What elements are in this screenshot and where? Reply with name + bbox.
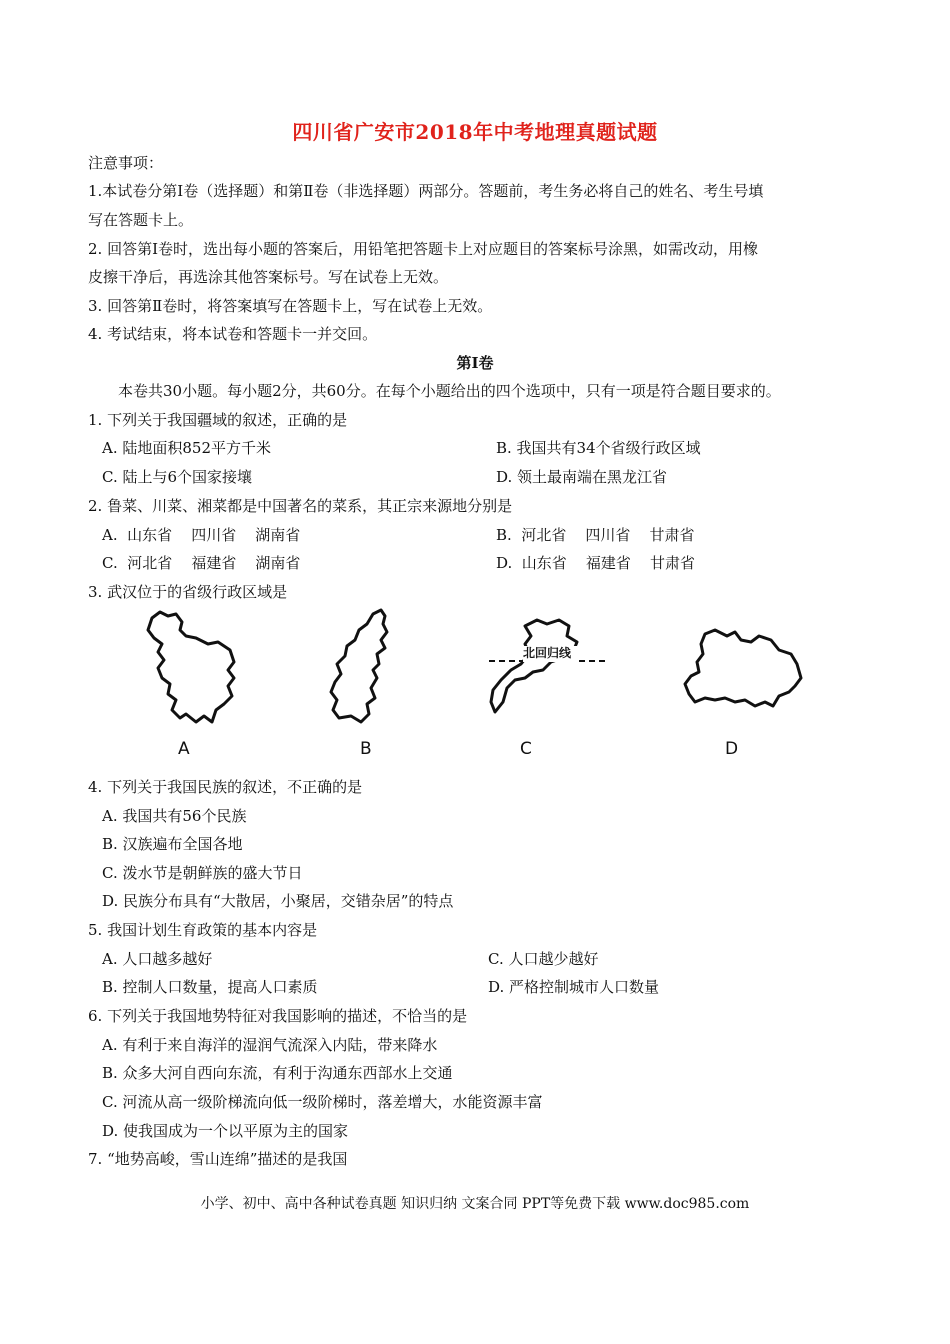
option-c: C. 人口越少越好 — [488, 950, 599, 968]
tropic-of-cancer-label: 北回归线 — [523, 646, 572, 660]
page-footer: 小学、初中、高中各种试卷真题 知识归纳 文案合同 PPT等免费下载 www.doc985.com — [200, 1196, 750, 1212]
option-c: C. 陆上与6个国家接壤 — [102, 468, 253, 486]
note-line: 4. 考试结束，将本试卷和答题卡一并交回。 — [88, 325, 378, 343]
question-stem: 4. 下列关于我国民族的叙述，不正确的是 — [88, 778, 363, 796]
note-line: 2. 回答第Ⅰ卷时，选出每小题的答案后，用铅笔把答题卡上对应题目的答案标号涂黑，如需改动，用橡 — [88, 240, 759, 258]
map-label-c: C — [520, 739, 532, 759]
option-b: B. 汉族遍布全国各地 — [102, 835, 243, 853]
option-c: C. 泼水节是朝鲜族的盛大节日 — [102, 864, 303, 882]
option-a: A. 山东省 四川省 湖南省 — [102, 526, 301, 544]
option-c: C. 河北省 福建省 湖南省 — [102, 554, 301, 572]
province-outline-c — [485, 606, 615, 759]
question-stem: 7. “地势高峻，雪山连绵”描述的是我国 — [88, 1150, 348, 1168]
note-line: 写在答题卡上。 — [88, 211, 194, 229]
notes-heading: 注意事项： — [88, 154, 164, 172]
option-d: D. 山东省 福建省 甘肃省 — [496, 554, 695, 572]
question-stem: 3. 武汉位于的省级行政区域是 — [88, 583, 288, 601]
province-outline-d — [675, 606, 815, 759]
option-b: B. 控制人口数量，提高人口素质 — [102, 978, 318, 996]
option-d: D. 领土最南端在黑龙江省 — [496, 468, 668, 486]
section-title: 第Ⅰ卷 — [456, 354, 494, 372]
map-label-a: A — [178, 739, 190, 759]
note-line: 1.本试卷分第Ⅰ卷（选择题）和第Ⅱ卷（非选择题）两部分。答题前，考生务必将自己的姓名、考生号填 — [88, 182, 764, 200]
option-d: D. 使我国成为一个以平原为主的国家 — [102, 1122, 349, 1140]
option-a: A. 我国共有56个民族 — [102, 807, 247, 825]
question-stem: 2. 鲁菜、川菜、湘菜都是中国著名的菜系，其正宗来源地分别是 — [88, 497, 513, 515]
question-stem: 5. 我国计划生育政策的基本内容是 — [88, 921, 318, 939]
note-line: 皮擦干净后，再选涂其他答案标号。写在试卷上无效。 — [88, 268, 449, 286]
province-outline-a — [138, 606, 248, 759]
option-d: D. 严格控制城市人口数量 — [488, 978, 660, 996]
option-a: A. 人口越多越好 — [102, 950, 213, 968]
option-b: B. 我国共有34个省级行政区域 — [496, 439, 701, 457]
option-d: D. 民族分布具有“大散居，小聚居，交错杂居”的特点 — [102, 892, 454, 910]
section-intro: 本卷共30小题。每小题2分，共60分。在每个小题给出的四个选项中，只有一项是符合题目要求的。 — [118, 382, 781, 400]
note-line: 3. 回答第Ⅱ卷时，将答案填写在答题卡上，写在试卷上无效。 — [88, 297, 493, 315]
option-b: B. 河北省 四川省 甘肃省 — [496, 526, 695, 544]
province-outline-b — [325, 606, 405, 759]
province-maps — [120, 606, 840, 766]
map-label-d: D — [725, 739, 739, 759]
option-a: A. 陆地面积852平方千米 — [102, 439, 271, 457]
page-title: 四川省广安市2018年中考地理真题试题 — [292, 120, 658, 144]
option-b: B. 众多大河自西向东流，有利于沟通东西部水上交通 — [102, 1064, 453, 1082]
map-label-b: B — [360, 739, 372, 759]
question-stem: 6. 下列关于我国地势特征对我国影响的描述，不恰当的是 — [88, 1007, 468, 1025]
option-c: C. 河流从高一级阶梯流向低一级阶梯时，落差增大，水能资源丰富 — [102, 1093, 543, 1111]
option-a: A. 有利于来自海洋的湿润气流深入内陆，带来降水 — [102, 1036, 438, 1054]
question-stem: 1. 下列关于我国疆域的叙述，正确的是 — [88, 411, 348, 429]
